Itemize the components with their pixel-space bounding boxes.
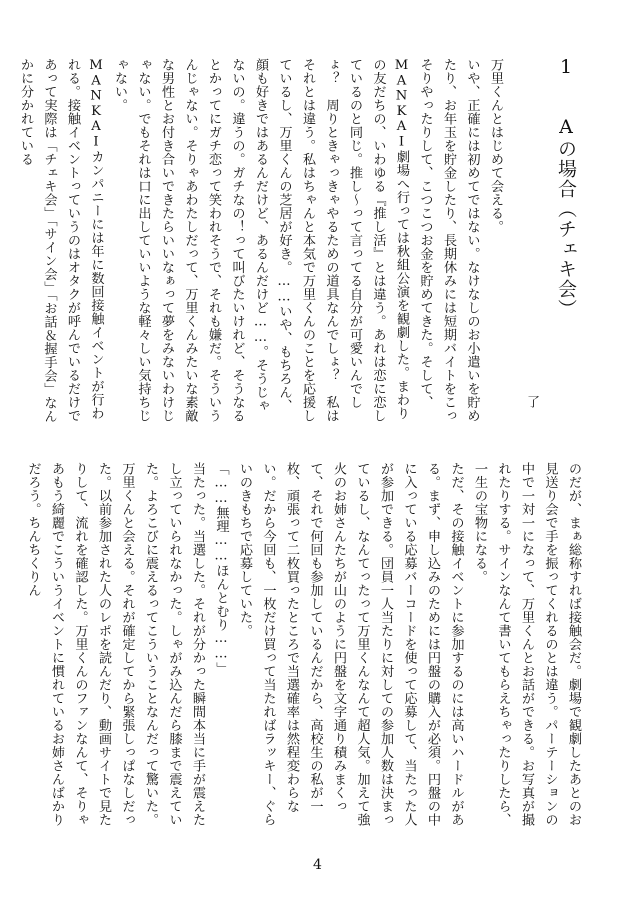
upper-text-block <box>18 58 585 426</box>
chapter-number: 1 <box>555 56 577 79</box>
lower-text-block <box>25 462 585 837</box>
paragraph: MANKAIカンパニーには年に数回接触イベントが行われる。接触イベントっていうのはオタクが呼んでいるだけであって実際は「チェキ会」「サイン会」「お話＆握手会」なんかに分かれている <box>18 58 104 423</box>
paragraph: 万里くんとはじめて会える。 <box>488 58 503 234</box>
paragraph: 当たった。当選した。それが分かった瞬間本当に手が震えたし立っていられなかった。しゃがみ込んだら膝まで震えていた。よろこびに震えるってこういうことなんだって驚いた。 <box>143 462 205 827</box>
paragraph: ただ、その接触イベントに参加するのには高いハードルがある。まず、申し込みのためには円盤の購入が必須。円盤の中に入っている応募バーコードを使って応募して、当たった人が参加できる。団員一人当たりに対しての参加人数は決まっているし、なんてったって万里くんなんて超人気。加えて強火のお姉さんたちが山のように円盤を文字通り積みまくって、それで何回も参加しているんだから、高校生の私が一枚、頑張って二枚買ったところで当選確率は然程変わらない。だから今回も、一枚だけ買って当たればラッキー、ぐらいのきもちで応募していた。 <box>237 462 464 827</box>
paragraph: のだが、まぁ総称すれば接触会だ。劇場で観劇したあとのお見送り会で手を振ってくれるのとは違う。パーテーションの中で一対一になって、万里くんとお話ができる。お写真が撮れたりする。サインなんて書いてもらえちゃったりしたら、一生の宝物になる。 <box>472 462 581 827</box>
chapter-title: Aの場合（チェキ会） <box>555 116 577 319</box>
author-name: 了 <box>524 395 539 408</box>
page-number: 4 <box>313 857 322 873</box>
paragraph: 「……無理……ほんとむり……」 <box>213 462 229 676</box>
paragraph: 万里くんと会える。それが確定してから緊張しっぱなしだった。以前参加された人のレポを読んだり、動画サイトで見たりして、流れを確認した。万里くんのファンなんて、そりゃあもう綺麗でこういうイベントに慣れているお姉さんばかりだろう。ちんちくりん <box>25 462 135 827</box>
paragraph: いや、正確には初めてではない。なけなしのお小遣いを貯めたり、お年玉を貯金したり、長期休みには短期バイトをこっそりやったりして、こつこつお金を貯めてきた。そして、MANKAI劇場へ行っては秋組公演を観劇した。まわりの友だちの、いわゆる『推し活』とは違う。あれは恋に恋しているのと同じ。推し〜って言ってる自分が可愛いんでしょ？ 周りときゃっきゃやるための道具なんでしょ？ 私はそれとは違う。私はちゃんと本気で万里くんのことを応援しているし、万里くんの芝居が好き。……いや、もちろん、顔も好きではあるんだけど、あるんだけど……。そうじゃないの。違うの。ガチなの！って叫びたいけれど、そうなるとかってにガチ恋って笑われそうで、それも嫌だ。そういうんじゃない。そりゃあわたしだって、万里くんみたいな素敵な男性とお付き合いできたらいいなぁって夢をみないわけじゃない。でもそれは口に出していいような軽々しい気持ちじゃない。 <box>112 58 480 423</box>
